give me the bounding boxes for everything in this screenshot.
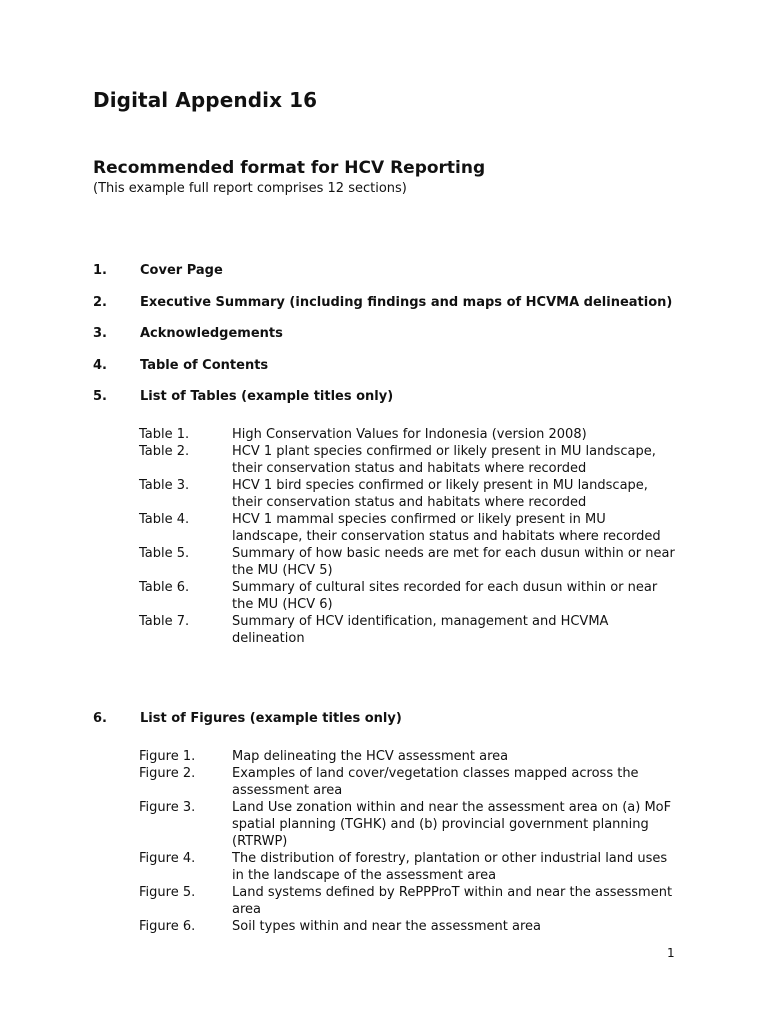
list-item: [139, 443, 679, 477]
document-title: Recommended format for HCV Reporting: [93, 158, 486, 178]
item-label: Table 5.: [139, 546, 190, 561]
section-number: 1.: [93, 263, 107, 278]
item-text: High Conservation Values for Indonesia (version 2008): [232, 427, 587, 442]
list-item: [139, 613, 679, 647]
list-item: [139, 579, 679, 613]
section-number: 6.: [93, 711, 107, 726]
section-title: Executive Summary (including findings and maps of HCVMA delineation): [140, 295, 673, 310]
item-label: Figure 5.: [139, 885, 196, 900]
item-label: Table 7.: [139, 614, 190, 629]
item-text: HCV 1 bird species confirmed or likely present in MU landscape, their conservation status and habitats where recorded: [232, 478, 648, 510]
section-title: List of Figures (example titles only): [140, 711, 402, 726]
item-text: Map delineating the HCV assessment area: [232, 749, 509, 764]
section-heading: [93, 389, 393, 404]
appendix-title: Digital Appendix 16: [93, 88, 318, 112]
list-item: [139, 918, 679, 935]
section-heading: [93, 326, 283, 341]
section-title: Acknowledgements: [140, 326, 283, 341]
item-text: The distribution of forestry, plantation or other industrial land uses in the landscape of the assessment area: [232, 851, 668, 883]
list-of-figures: [139, 748, 679, 935]
item-text: Land systems defined by RePPProT within and near the assessment area: [232, 885, 673, 917]
item-label: Table 1.: [139, 427, 190, 442]
section-number: 3.: [93, 326, 107, 341]
section-number: 4.: [93, 358, 107, 373]
list-item: [139, 426, 679, 443]
list-item: [139, 748, 679, 765]
section-heading: [93, 295, 672, 310]
item-label: Figure 3.: [139, 800, 196, 815]
item-label: Figure 4.: [139, 851, 196, 866]
section-number: 5.: [93, 389, 107, 404]
item-text: Summary of how basic needs are met for each dusun within or near the MU (HCV 5): [232, 546, 675, 578]
list-item: [139, 477, 679, 511]
list-item: [139, 511, 679, 545]
list-item: [139, 765, 679, 799]
item-label: Table 4.: [139, 512, 190, 527]
section-number: 2.: [93, 295, 107, 310]
page-number: 1: [667, 946, 675, 960]
item-label: Figure 6.: [139, 919, 196, 934]
list-item: [139, 545, 679, 579]
item-text: Summary of HCV identification, management and HCVMA delineation: [232, 614, 609, 646]
item-label: Table 3.: [139, 478, 190, 493]
section-heading: [93, 711, 402, 726]
item-label: Figure 2.: [139, 766, 196, 781]
item-text: Summary of cultural sites recorded for each dusun within or near the MU (HCV 6): [232, 580, 658, 612]
list-item: [139, 799, 679, 850]
section-title: Cover Page: [140, 263, 223, 278]
section-heading: [93, 263, 223, 278]
section-heading: [93, 358, 268, 373]
item-label: Table 2.: [139, 444, 190, 459]
section-title: List of Tables (example titles only): [140, 389, 394, 404]
document-subtitle: (This example full report comprises 12 sections): [93, 181, 407, 196]
list-of-tables: [139, 426, 679, 647]
item-text: Land Use zonation within and near the assessment area on (a) MoF spatial planning (TGHK) and (b) provincial government planning (RTRWP): [232, 800, 672, 849]
item-text: HCV 1 plant species confirmed or likely present in MU landscape, their conservation status and habitats where recorded: [232, 444, 656, 476]
item-text: HCV 1 mammal species confirmed or likely present in MU landscape, their conservation status and habitats where recorded: [232, 512, 661, 544]
list-item: [139, 884, 679, 918]
item-label: Table 6.: [139, 580, 190, 595]
item-label: Figure 1.: [139, 749, 196, 764]
item-text: Examples of land cover/vegetation classes mapped across the assessment area: [232, 766, 639, 798]
item-text: Soil types within and near the assessment area: [232, 919, 541, 934]
list-item: [139, 850, 679, 884]
section-title: Table of Contents: [140, 358, 269, 373]
